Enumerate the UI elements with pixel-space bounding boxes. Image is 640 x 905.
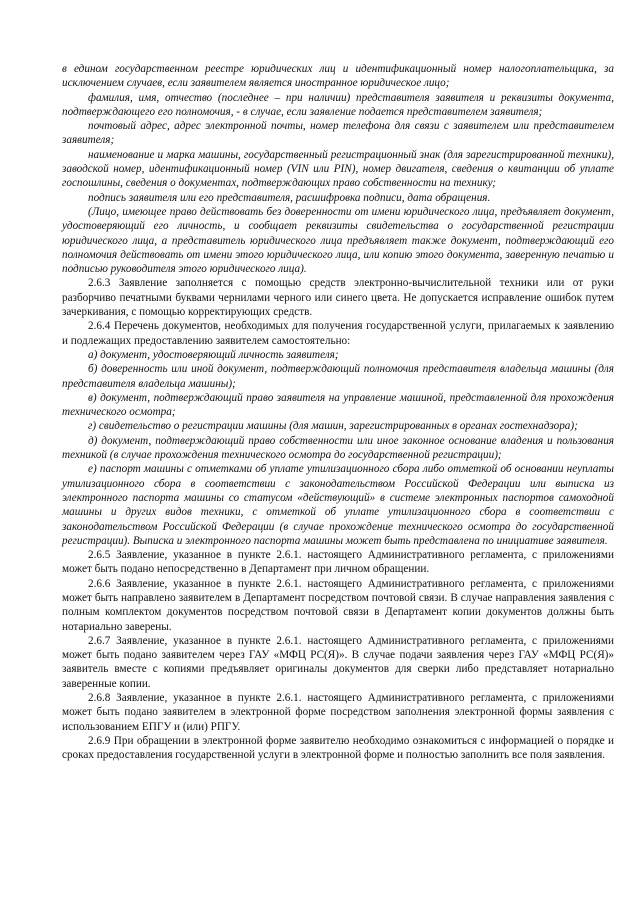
clause-2-6-3: 2.6.3 Заявление заполняется с помощью средств электронно-вычислительной техники или от руки разборчиво печатными буквами чернилами черного или синего цвета. Не допускается исправление ошибок путем зачеркивания, с помощью корректирующих средств. <box>62 277 614 319</box>
list-item-a: а) документ, удостоверяющий личность заявителя; <box>88 348 339 361</box>
document-page <box>62 62 614 763</box>
list-item-v: в) документ, подтверждающий право заявителя на управление машиной, представленной для прохождения технического осмотра; <box>62 391 614 419</box>
paragraph-signature: подпись заявителя или его представителя, расшифровка подписи, дата обращения. <box>88 191 491 204</box>
paragraph-legal-entity-note: (Лицо, имеющее право действовать без доверенности от имени юридического лица, предъявляет документ, удостоверяющий его личность, и сообщает реквизиты свидетельства о государственной регистрации юридического лица, а представитель юридического лица предъявляет также документ, подтверждающий его полномочия действовать от имени этого юридического лица, или копию этого документа, заверенную печатью и подписью руководителя этого юридического лица). <box>62 205 614 276</box>
list-item-g: г) свидетельство о регистрации машины (для машин, зарегистрированных в органах гостехнадзора); <box>88 420 578 433</box>
paragraph-machine-details: наименование и марка машины, государственный регистрационный знак (для зарегистрированной техники), заводской номер, идентификационный номер (VIN или PIN), номер двигателя, сведения о квитанции об уплате госпошлины, сведения о документах, подтверждающих право собственности на технику; <box>62 148 614 190</box>
paragraph-representative-name: фамилия, имя, отчество (последнее – при наличии) представителя заявителя и реквизиты документа, подтверждающего его полномочия, - в случае, если заявление подается представителем заявителя; <box>62 91 614 118</box>
clause-2-6-4: 2.6.4 Перечень документов, необходимых для получения государственной услуги, прилагаемых к заявлению и подлежащих предоставлению заявителем самостоятельно: <box>62 320 614 347</box>
clause-2-6-7: 2.6.7 Заявление, указанное в пункте 2.6.1. настоящего Административного регламента, с приложениями может быть подано заявителем через ГАУ «МФЦ РС(Я)». В случае подачи заявления через ГАУ «МФЦ РС(Я)» заявитель вместе с копиями предъявляет оригиналы документов для сверки либо представляет нотариально заверенные копии. <box>62 634 614 690</box>
list-item-d: д) документ, подтверждающий право собственности или иное законное основание владения и пользования техникой (в случае прохождения технического осмотра до государственной регистрации); <box>62 434 614 462</box>
clause-2-6-8: 2.6.8 Заявление, указанное в пункте 2.6.1. настоящего Административного регламента, с приложениями может быть подано заявителем в электронной форме посредством заполнения электронной формы заявления с использованием ЕПГУ и (или) РПГУ. <box>62 692 614 733</box>
paragraph-contact-details: почтовый адрес, адрес электронной почты, номер телефона для связи с заявителем или представителем заявителя; <box>62 120 614 147</box>
list-item-e: е) паспорт машины с отметками об уплате утилизационного сбора либо отметкой об основании неуплаты утилизационного сбора в соответствии с законодательством Российской Федерации или выписка из электронного паспорта машины со статусом «действующий» в системе электронных паспортов самоходной машины и других видов техники, с отметкой об уплате утилизационного сбора в соответствии с законодательством Российской Федерации (в случае прохождение технического осмотра до государственной регистрации). Выписка и электронного паспорта машины может быть представлена по инициативе заявителя. <box>62 463 614 547</box>
clause-2-6-6: 2.6.6 Заявление, указанное в пункте 2.6.1. настоящего Административного регламента, с приложениями может быть направлено заявителем в Департамент посредством почтовой связи. В случае направления заявления с полным комплектом документов посредством почтовой связи в Департамент копии документов должны быть нотариально заверены. <box>62 577 614 633</box>
clause-2-6-9: 2.6.9 При обращении в электронной форме заявителю необходимо ознакомиться с информацией о порядке и сроках предоставления государственной услуги в электронной форме и полностью заполнить все поля заявления. <box>62 734 614 762</box>
paragraph-registry-continuation: в едином государственном реестре юридических лиц и идентификационный номер налогоплательщика, за исключением случаев, если заявителем является иностранное юридическое лицо; <box>62 63 614 90</box>
clause-2-6-5: 2.6.5 Заявление, указанное в пункте 2.6.1. настоящего Административного регламента, с приложениями может быть подано непосредственно в Департамент при личном обращении. <box>62 549 614 576</box>
list-item-b: б) доверенность или иной документ, подтверждающий полномочия представителя владельца машины (для представителя владельца машины); <box>62 363 614 390</box>
